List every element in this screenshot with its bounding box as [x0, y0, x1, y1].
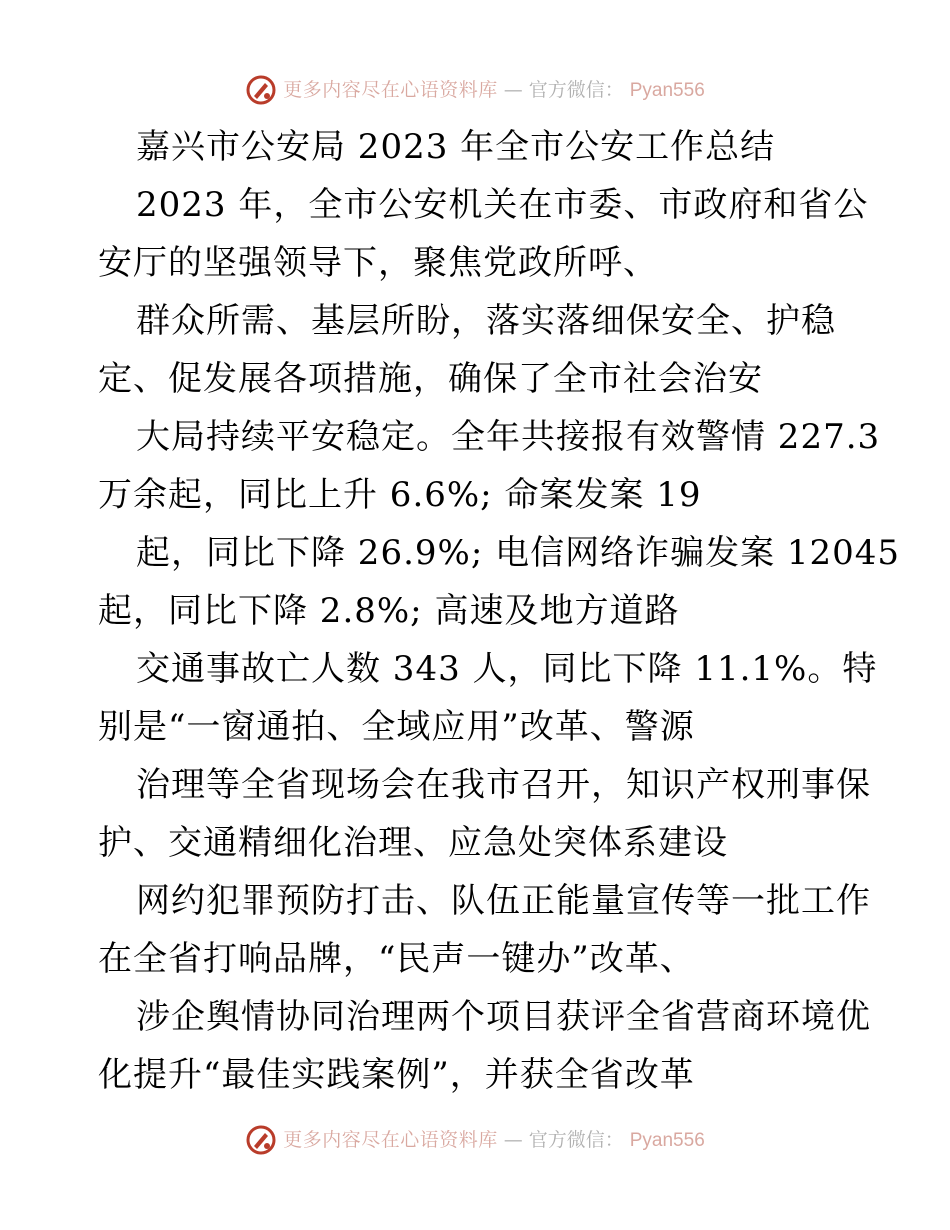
footer-watermark-banner — [0, 1120, 950, 1160]
watermark-separator: — — [503, 1128, 523, 1151]
paragraph-line: 安厅的坚强领导下，聚焦党政所呼、 — [98, 243, 658, 283]
watermark-label: 官方微信： — [528, 78, 624, 101]
footer-watermark-content — [245, 1124, 705, 1156]
paragraph-line: 万余起，同比上升 6.6%; 命案发案 19 — [98, 475, 702, 515]
paragraph-line: 定、促发展各项措施，确保了全市社会治安 — [98, 359, 763, 399]
paragraph-line: 大局持续平安稳定。全年共接报有效警情 227.3 — [136, 417, 881, 457]
paragraph-line: 起，同比下降 26.9%; 电信网络诈骗发案 12045 — [136, 533, 901, 573]
paragraph-line: 2023 年，全市公安机关在市委、市政府和省公 — [136, 185, 869, 225]
paragraph-line: 护、交通精细化治理、应急处突体系建设 — [98, 823, 728, 863]
seal-logo-icon — [245, 74, 277, 106]
paragraph-line: 在全省打响品牌，“民声一键办”改革、 — [98, 939, 695, 979]
header-watermark-banner — [0, 70, 950, 110]
paragraph-line: 化提升“最佳实践案例”，并获全省改革 — [98, 1055, 695, 1095]
paragraph-line: 群众所需、基层所盼，落实落细保安全、护稳 — [136, 301, 836, 341]
paragraph-line: 交通事故亡人数 343 人，同比下降 11.1%。特 — [136, 649, 878, 689]
header-watermark-content — [245, 74, 705, 106]
watermark-separator: — — [503, 78, 523, 101]
document-title: 嘉兴市公安局 2023 年全市公安工作总结 — [136, 127, 776, 167]
paragraph-line: 起，同比下降 2.8%; 高速及地方道路 — [98, 591, 680, 631]
paragraph-line: 涉企舆情协同治理两个项目获评全省营商环境优 — [136, 997, 871, 1037]
paragraph-line: 别是“一窗通拍、全域应用”改革、警源 — [98, 707, 695, 747]
watermark-label: 官方微信： — [528, 1128, 624, 1151]
watermark-text: 更多内容尽在心语资料库 — [283, 1128, 498, 1151]
watermark-handle: Pyan556 — [629, 79, 705, 101]
seal-logo-icon — [245, 1124, 277, 1156]
watermark-text: 更多内容尽在心语资料库 — [283, 78, 498, 101]
paragraph-line: 网约犯罪预防打击、队伍正能量宣传等一批工作 — [136, 881, 871, 921]
paragraph-line: 治理等全省现场会在我市召开，知识产权刑事保 — [136, 765, 871, 805]
watermark-handle: Pyan556 — [629, 1129, 705, 1151]
